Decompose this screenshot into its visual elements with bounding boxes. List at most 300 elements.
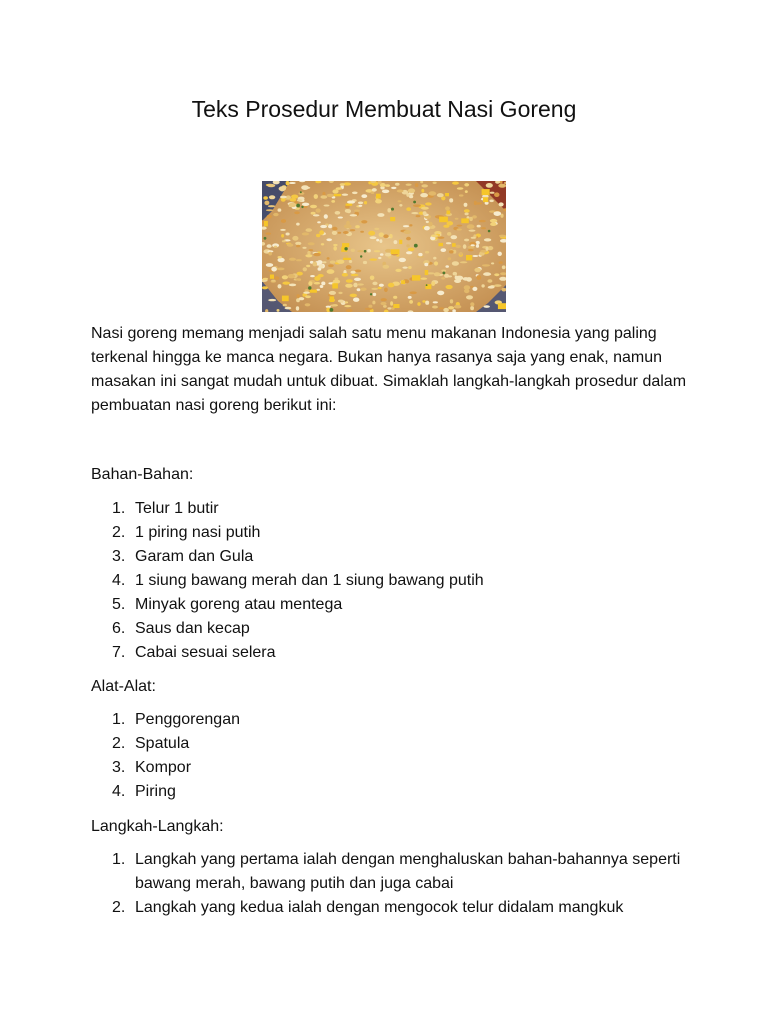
- rice-grain: [451, 235, 458, 239]
- rice-grain: [472, 215, 477, 218]
- rice-grain: [452, 261, 459, 266]
- list-item: 2. Spatula: [112, 735, 190, 752]
- egg-piece: [447, 211, 451, 215]
- rice-grain: [368, 305, 372, 308]
- rice-grain: [297, 199, 302, 201]
- rice-grain: [447, 232, 451, 236]
- rice-grain: [431, 234, 438, 237]
- rice-grain: [421, 184, 428, 187]
- egg-piece: [334, 194, 341, 196]
- egg-piece: [412, 275, 420, 280]
- rice-grain: [502, 265, 506, 269]
- rice-grain: [306, 265, 310, 267]
- egg-piece: [461, 218, 469, 223]
- rice-grain: [374, 250, 380, 252]
- rice-grain: [470, 306, 474, 310]
- rice-grain: [457, 187, 464, 189]
- rice-grain: [459, 194, 464, 196]
- rice-grain: [404, 230, 412, 234]
- scallion-piece: [344, 247, 347, 250]
- rice-grain: [494, 273, 499, 276]
- scallion-piece: [300, 191, 302, 193]
- egg-piece: [452, 243, 456, 247]
- rice-grain: [445, 265, 449, 268]
- rice-grain: [278, 284, 282, 288]
- list-item: 1. Telur 1 butir: [112, 500, 219, 517]
- rice-grain: [425, 202, 432, 205]
- rice-grain: [494, 284, 502, 287]
- rice-grain: [384, 288, 388, 293]
- rice-grain: [274, 276, 279, 280]
- rice-grain: [317, 221, 321, 223]
- rice-grain: [382, 190, 389, 194]
- egg-piece: [270, 275, 274, 279]
- rice-grain: [333, 279, 340, 283]
- rice-grain: [316, 234, 320, 237]
- rice-grain: [282, 275, 288, 279]
- rice-grain: [491, 262, 494, 264]
- rice-grain: [470, 286, 473, 288]
- rice-grain: [340, 183, 345, 186]
- rice-grain: [499, 261, 503, 264]
- rice-grain: [333, 246, 337, 251]
- rice-grain: [437, 193, 444, 197]
- rice-grain: [484, 238, 491, 241]
- ingredients-list: [91, 497, 691, 665]
- rice-grain: [280, 229, 286, 231]
- rice-grain: [314, 194, 318, 199]
- egg-piece: [482, 189, 490, 195]
- rice-grain: [406, 207, 411, 211]
- rice-grain: [399, 204, 402, 207]
- rice-grain: [266, 263, 273, 267]
- rice-grain: [409, 300, 413, 304]
- rice-grain: [310, 275, 315, 277]
- rice-grain: [379, 232, 384, 237]
- rice-grain: [381, 302, 387, 305]
- rice-grain: [415, 183, 419, 187]
- rice-grain: [319, 264, 324, 269]
- rice-grain: [441, 277, 445, 279]
- rice-grain: [374, 228, 379, 230]
- rice-grain: [448, 306, 454, 309]
- rice-grain: [350, 294, 357, 298]
- rice-grain: [406, 184, 412, 186]
- rice-grain: [464, 209, 470, 212]
- rice-grain: [463, 244, 467, 249]
- rice-grain: [476, 241, 480, 245]
- rice-grain: [289, 203, 297, 207]
- rice-grain: [377, 213, 384, 217]
- rice-grain: [484, 305, 490, 308]
- page-title: Teks Prosedur Membuat Nasi Goreng: [191, 96, 577, 122]
- rice-grain: [397, 190, 404, 193]
- rice-grain: [373, 293, 377, 296]
- rice-grain: [390, 301, 393, 306]
- list-item: 2. 1 piring nasi putih: [112, 524, 261, 541]
- rice-grain: [455, 276, 458, 280]
- rice-grain: [313, 214, 320, 216]
- fried-rice-image: [262, 181, 506, 312]
- rice-grain: [399, 258, 406, 262]
- rice-grain: [268, 299, 276, 301]
- rice-grain: [457, 225, 463, 227]
- rice-grain: [263, 278, 268, 280]
- rice-grain: [354, 278, 361, 281]
- rice-grain: [428, 222, 433, 227]
- egg-piece: [439, 243, 444, 246]
- rice-grain: [327, 257, 330, 260]
- rice-grain: [437, 291, 444, 296]
- rice-grain: [413, 204, 421, 207]
- rice-grain: [308, 281, 312, 286]
- rice-grain: [372, 188, 377, 192]
- rice-grain: [452, 182, 459, 185]
- rice-grain: [398, 200, 402, 202]
- rice-grain: [378, 287, 382, 289]
- egg-piece: [391, 249, 400, 254]
- rice-grain: [448, 257, 452, 260]
- egg-piece: [498, 303, 506, 309]
- rice-grain: [378, 257, 381, 259]
- egg-piece: [343, 258, 351, 260]
- rice-grain: [305, 295, 311, 298]
- rice-grain: [425, 251, 429, 254]
- scallion-piece: [370, 293, 372, 295]
- list-item: 2. Langkah yang kedua ialah dengan mengocok telur didalam mangkuk: [112, 899, 624, 916]
- rice-grain: [367, 249, 371, 252]
- rice-grain: [421, 189, 424, 193]
- rice-grain: [296, 306, 299, 310]
- rice-grain: [498, 252, 502, 256]
- rice-grain: [433, 301, 438, 303]
- intro-paragraph: Nasi goreng memang menjadi salah satu menu makanan Indonesia yang paling terkenal hingga ke manca negara. Bukan hanya rasanya saja yang enak, namun masakan ini sangat mudah untuk dibuat. Simaklah langkah-langkah prosedur dalam pembuatan nasi goreng berikut ini:: [91, 325, 687, 414]
- rice-grain: [421, 278, 428, 280]
- rice-grain: [476, 275, 481, 280]
- rice-grain: [332, 189, 338, 193]
- rice-grain: [333, 244, 337, 246]
- rice-grain: [494, 211, 502, 216]
- rice-grain: [455, 218, 459, 220]
- rice-grain: [313, 253, 320, 257]
- rice-grain: [309, 249, 314, 251]
- rice-grain: [288, 274, 296, 278]
- rice-grain: [289, 258, 296, 261]
- rice-grain: [297, 294, 301, 298]
- rice-grain: [489, 200, 493, 203]
- rice-grain: [388, 283, 394, 288]
- list-item: 1. Penggorengan: [112, 711, 240, 728]
- rice-grain: [408, 266, 412, 269]
- list-item: 3. Kompor: [112, 759, 192, 776]
- rice-grain: [363, 261, 367, 264]
- scallion-piece: [391, 208, 394, 211]
- rice-grain: [465, 190, 468, 193]
- rice-grain: [464, 183, 469, 186]
- scallion-piece: [360, 255, 362, 257]
- rice-grain: [371, 191, 375, 194]
- rice-grain: [303, 267, 307, 271]
- rice-grain: [444, 274, 449, 278]
- rice-grain: [499, 202, 504, 206]
- rice-grain: [465, 213, 469, 216]
- egg-piece: [376, 194, 381, 199]
- rice-grain: [286, 181, 290, 185]
- rice-grain: [302, 247, 306, 249]
- rice-grain: [351, 274, 359, 276]
- egg-piece: [332, 283, 338, 288]
- rice-grain: [379, 239, 382, 243]
- rice-grain: [471, 244, 475, 246]
- rice-grain: [278, 256, 282, 258]
- rice-grain: [268, 252, 272, 256]
- tools-list: [91, 708, 691, 804]
- egg-piece: [390, 217, 395, 221]
- rice-grain: [299, 297, 305, 300]
- rice-grain: [423, 211, 427, 215]
- rice-grain: [408, 248, 415, 252]
- egg-piece: [393, 304, 399, 308]
- rice-grain: [439, 307, 444, 309]
- rice-grain: [328, 264, 334, 267]
- rice-grain: [434, 272, 441, 276]
- rice-grain: [296, 259, 302, 261]
- scallion-piece: [413, 201, 416, 204]
- rice-grain: [379, 284, 384, 287]
- rice-grain: [332, 231, 337, 235]
- list-item: 3. Garam dan Gula: [112, 548, 254, 565]
- rice-grain: [344, 224, 352, 228]
- rice-grain: [422, 300, 425, 303]
- rice-grain: [499, 235, 506, 238]
- rice-grain: [346, 265, 352, 269]
- rice-grain: [487, 279, 492, 283]
- rice-grain: [368, 231, 375, 236]
- rice-grain: [282, 282, 290, 285]
- rice-grain: [281, 219, 286, 223]
- rice-grain: [342, 273, 348, 277]
- rice-grain: [279, 186, 286, 191]
- rice-grain: [324, 205, 330, 207]
- rice-grain: [320, 225, 327, 228]
- rice-grain: [302, 203, 309, 206]
- egg-piece: [483, 197, 488, 202]
- egg-piece: [346, 204, 353, 206]
- rice-grain: [316, 208, 321, 212]
- list-item: 5. Minyak goreng atau mentega: [112, 596, 343, 613]
- rice-grain: [357, 288, 361, 291]
- rice-grain: [310, 205, 317, 208]
- rice-grain: [475, 202, 482, 204]
- rice-grain: [383, 265, 390, 269]
- list-item: 4. 1 siung bawang merah dan 1 siung bawang putih: [112, 572, 484, 589]
- rice-grain: [303, 292, 310, 294]
- egg-piece: [399, 240, 402, 244]
- rice-grain: [449, 250, 454, 253]
- rice-grain: [498, 184, 506, 188]
- rice-grain: [421, 207, 429, 210]
- rice-grain: [296, 223, 300, 226]
- rice-grain: [464, 203, 468, 207]
- rice-grain: [357, 250, 364, 252]
- rice-grain: [364, 201, 367, 204]
- rice-grain: [464, 285, 470, 290]
- scallion-piece: [426, 284, 428, 286]
- rice-grain: [481, 284, 484, 287]
- rice-grain: [313, 262, 318, 267]
- rice-grain: [289, 182, 296, 184]
- rice-grain: [359, 205, 363, 207]
- rice-grain: [292, 236, 298, 241]
- rice-grain: [361, 194, 367, 198]
- rice-grain: [406, 237, 411, 241]
- rice-grain: [271, 280, 275, 282]
- rice-grain: [338, 232, 342, 234]
- rice-grain: [410, 291, 417, 294]
- rice-grain: [450, 299, 453, 303]
- steps-list: [91, 848, 691, 920]
- rice-grain: [352, 192, 358, 195]
- rice-grain: [357, 283, 364, 285]
- rice-grain: [351, 271, 356, 274]
- egg-piece: [282, 296, 289, 302]
- rice-grain: [273, 213, 278, 216]
- rice-grain: [271, 267, 277, 272]
- rice-grain: [469, 230, 476, 232]
- rice-grain: [383, 234, 388, 238]
- rice-grain: [408, 188, 415, 193]
- rice-grain: [486, 183, 493, 188]
- rice-grain: [355, 225, 360, 228]
- rice-grain: [355, 270, 362, 273]
- egg-piece: [445, 193, 449, 196]
- rice-grain: [296, 278, 300, 280]
- rice-grain: [336, 187, 342, 190]
- rice-grain: [441, 248, 447, 252]
- rice-grain: [395, 269, 401, 272]
- rice-grain: [371, 288, 378, 290]
- egg-piece: [466, 255, 472, 260]
- rice-grain: [347, 200, 355, 203]
- rice-grain: [263, 196, 268, 199]
- rice-grain: [332, 227, 337, 231]
- egg-piece: [342, 243, 349, 247]
- rice-grain: [314, 276, 320, 281]
- rice-grain: [277, 309, 280, 312]
- rice-grain: [302, 232, 309, 235]
- list-item: 6. Saus dan kecap: [112, 620, 250, 637]
- rice-grain: [446, 285, 453, 289]
- rice-grain: [457, 229, 462, 231]
- rice-grain: [285, 307, 292, 310]
- rice-grain: [477, 225, 481, 228]
- rice-grain: [446, 242, 452, 244]
- rice-grain: [358, 202, 363, 205]
- rice-grain: [417, 302, 420, 306]
- rice-grain: [323, 261, 327, 263]
- rice-grain: [295, 242, 301, 245]
- scallion-piece: [330, 308, 334, 312]
- rice-grain: [424, 226, 430, 230]
- scallion-piece: [301, 206, 303, 208]
- rice-grain: [321, 243, 324, 245]
- rice-grain: [338, 217, 343, 219]
- rice-grain: [311, 212, 316, 215]
- rice-grain: [433, 182, 437, 184]
- rice-grain: [351, 249, 355, 252]
- rice-grain: [482, 264, 490, 266]
- egg-piece: [310, 290, 317, 293]
- scallion-piece: [414, 244, 418, 248]
- rice-grain: [443, 308, 449, 312]
- rice-grain: [393, 296, 397, 299]
- rice-grain: [460, 261, 468, 263]
- rice-grain: [428, 191, 436, 195]
- rice-grain: [343, 231, 349, 234]
- rice-grain: [420, 193, 428, 197]
- rice-grain: [381, 298, 387, 301]
- rice-grain: [471, 237, 476, 239]
- rice-grain: [317, 260, 323, 264]
- rice-grain: [326, 238, 332, 241]
- rice-grain: [365, 308, 373, 310]
- rice-grain: [350, 214, 358, 216]
- scallion-piece: [364, 250, 367, 253]
- rice-grain: [344, 305, 351, 307]
- rice-grain: [305, 303, 311, 306]
- rice-grain: [494, 192, 499, 197]
- rice-grain: [372, 282, 377, 286]
- rice-grain: [418, 253, 422, 256]
- rice-grain: [262, 286, 268, 289]
- rice-grain: [360, 231, 364, 233]
- rice-grain: [372, 301, 375, 305]
- rice-grain: [376, 239, 379, 242]
- rice-grain: [287, 243, 293, 246]
- rice-grain: [403, 225, 409, 227]
- scallion-piece: [443, 272, 446, 275]
- steps-heading: Langkah-Langkah:: [91, 818, 224, 835]
- rice-grain: [267, 184, 275, 187]
- list-item: 1. Langkah yang pertama ialah dengan menghaluskan bahan-bahannya seperti bawang merah, bawang putih dan juga cabai: [112, 851, 681, 892]
- rice-grain: [385, 184, 390, 187]
- rice-grain: [268, 205, 275, 207]
- rice-grain: [264, 201, 269, 206]
- rice-grain: [319, 230, 324, 235]
- scallion-piece: [264, 237, 267, 240]
- rice-grain: [282, 240, 286, 242]
- rice-grain: [335, 211, 341, 215]
- rice-grain: [488, 286, 495, 289]
- rice-grain: [474, 268, 481, 273]
- rice-grain: [278, 258, 285, 263]
- rice-grain: [459, 252, 462, 256]
- rice-grain: [416, 215, 421, 217]
- rice-grain: [290, 198, 297, 202]
- rice-grain: [269, 195, 275, 199]
- rice-grain: [280, 196, 287, 199]
- rice-grain: [265, 232, 271, 234]
- rice-grain: [360, 288, 366, 291]
- rice-grain: [370, 276, 375, 281]
- rice-grain: [266, 209, 274, 211]
- rice-grain: [324, 214, 328, 219]
- rice-grain: [467, 224, 475, 229]
- rice-grain: [432, 306, 438, 309]
- rice-grain: [278, 208, 282, 211]
- rice-grain: [464, 239, 469, 242]
- rice-grain: [340, 300, 344, 303]
